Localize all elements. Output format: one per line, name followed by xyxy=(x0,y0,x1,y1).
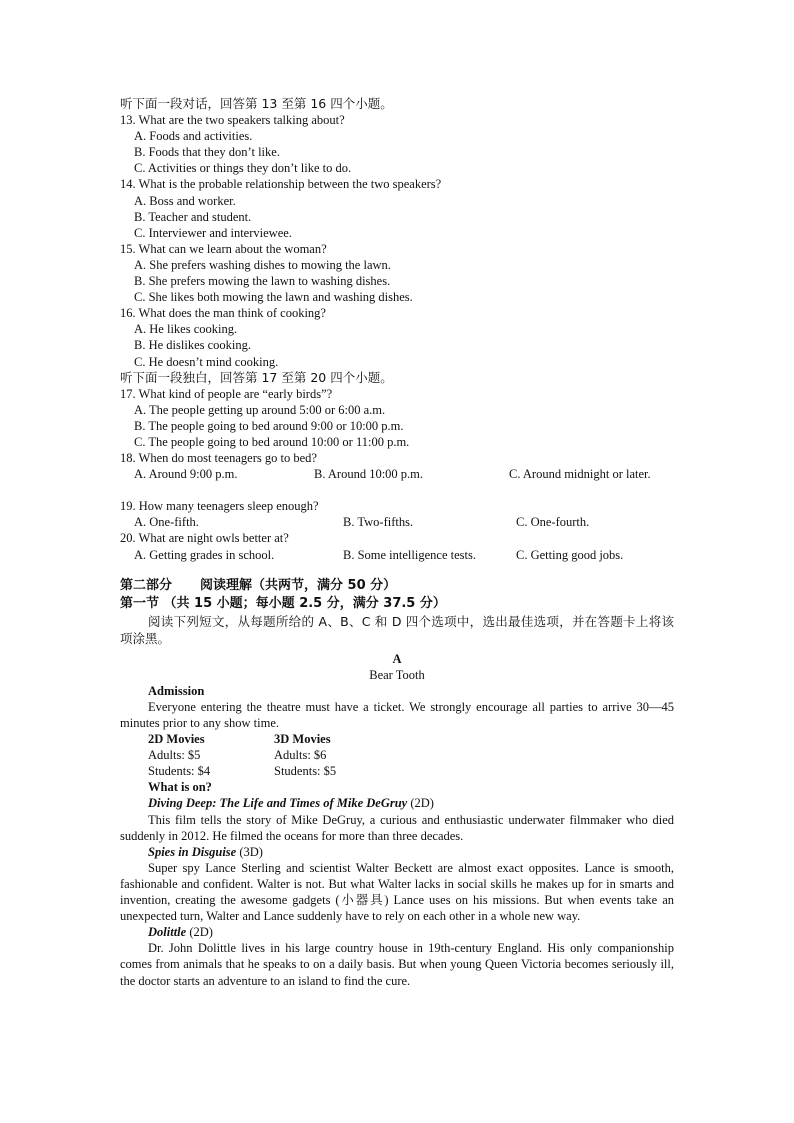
q14-option-c: C. Interviewer and interviewee. xyxy=(134,225,292,240)
question-17: 17. What kind of people are “early birds”? xyxy=(120,386,333,401)
q15-option-b: B. She prefers mowing the lawn to washing dishes. xyxy=(134,274,391,289)
part2-heading xyxy=(120,577,674,595)
q20-option-b: B. Some intelligence tests. xyxy=(343,547,476,562)
price-3d-students: Students: $5 xyxy=(274,764,337,779)
q13-option-b: B. Foods that they don’t like. xyxy=(134,145,280,160)
q16-option-c: C. He doesn’t mind cooking. xyxy=(134,354,279,369)
passage-title: Bear Tooth xyxy=(369,667,425,682)
film3-heading xyxy=(120,924,674,940)
film3-type: (2D) xyxy=(186,925,213,940)
film1-description: This film tells the story of Mike DeGruy, a curious and enthusiastic underwater filmmaker who died suddenly in 2012. He filmed the oceans for more than three decades. xyxy=(120,812,674,843)
q19-option-c: C. One-fourth. xyxy=(516,515,590,530)
film3-description: Dr. John Dolittle lives in his large country house in 19th-century England. His only companionship comes from animals that he speaks to on a daily basis. But when young Queen Victoria becomes seriously ill, the doctor starts an adventure to an island to find the cure. xyxy=(120,941,674,988)
q18-option-a: A. Around 9:00 p.m. xyxy=(134,467,238,482)
question-14: 14. What is the probable relationship between the two speakers? xyxy=(120,177,442,192)
price-3d-adults: Adults: $6 xyxy=(274,748,327,763)
film2-title: Spies in Disguise xyxy=(148,844,237,859)
question-20: 20. What are night owls better at? xyxy=(120,531,289,546)
q15-option-c: C. She likes both mowing the lawn and washing dishes. xyxy=(134,290,413,305)
part2-label: 第二部分 xyxy=(120,577,173,593)
q13-option-c: C. Activities or things they don’t like to do. xyxy=(134,161,352,176)
question-18: 18. When do most teenagers go to bed? xyxy=(120,451,317,466)
exam-page xyxy=(120,96,674,989)
q17-option-a: A. The people getting up around 5:00 or 6:00 a.m. xyxy=(134,402,386,417)
passage-letter: A xyxy=(392,651,402,666)
film2-description: Super spy Lance Sterling and scientist Walter Beckett are almost exact opposites. Lance is smooth, fashionable and confident. Walter is not. But what Walter lacks in social skills he makes up for in smarts and invention, creating the awesome gadgets (小器具) Lance uses on his missions. But when events take an unexpected turn, Walter and Lance suddenly have to rely on each other in a whole new way. xyxy=(120,860,674,924)
price-3d-heading: 3D Movies xyxy=(274,732,331,747)
film2-heading xyxy=(120,844,674,860)
q17-option-b: B. The people going to bed around 9:00 or 10:00 p.m. xyxy=(134,418,404,433)
film1-heading xyxy=(120,795,674,811)
listening-intro-17-20: 听下面一段独白，回答第 17 至第 20 四个小题。 xyxy=(120,369,393,385)
section1-heading: 第一节 （共 15 小题；每小题 2.5 分，满分 37.5 分） xyxy=(120,595,446,611)
q17-option-c: C. The people going to bed around 10:00 or 11:00 p.m. xyxy=(134,434,410,449)
question-15: 15. What can we learn about the woman? xyxy=(120,241,327,256)
admission-text: Everyone entering the theatre must have a ticket. We strongly encourage all parties to arrive 30—45 minutes prior to any show time. xyxy=(120,699,674,730)
q18-option-c: C. Around midnight or later. xyxy=(509,467,651,482)
q20-option-a: A. Getting grades in school. xyxy=(134,547,275,562)
price-headers xyxy=(120,731,674,747)
price-2d-students: Students: $4 xyxy=(148,764,211,779)
price-adults-row xyxy=(120,747,674,763)
q16-option-b: B. He dislikes cooking. xyxy=(134,338,252,353)
q18-options xyxy=(120,466,674,482)
q14-option-a: A. Boss and worker. xyxy=(134,193,236,208)
reading-instructions: 阅读下列短文，从每题所给的 A、B、C 和 D 四个选项中，选出最佳选项，并在答题卡上将该项涂黑。 xyxy=(120,613,674,646)
film1-title: Diving Deep: The Life and Times of Mike DeGruy xyxy=(148,796,408,811)
price-2d-heading: 2D Movies xyxy=(148,732,205,747)
listening-intro-13-16: 听下面一段对话，回答第 13 至第 16 四个小题。 xyxy=(120,96,393,111)
q19-option-b: B. Two-fifths. xyxy=(343,515,414,530)
film3-title: Dolittle xyxy=(148,925,187,940)
q15-option-a: A. She prefers washing dishes to mowing the lawn. xyxy=(134,257,391,272)
question-13: 13. What are the two speakers talking about? xyxy=(120,113,345,128)
q16-option-a: A. He likes cooking. xyxy=(134,322,238,337)
q19-options xyxy=(120,514,674,530)
question-16: 16. What does the man think of cooking? xyxy=(120,306,326,321)
q14-option-b: B. Teacher and student. xyxy=(134,209,252,224)
q20-option-c: C. Getting good jobs. xyxy=(516,547,624,562)
q19-option-a: A. One-fifth. xyxy=(134,515,199,530)
q18-option-b: B. Around 10:00 p.m. xyxy=(314,467,424,482)
whats-on-heading: What is on? xyxy=(148,780,212,795)
admission-heading: Admission xyxy=(148,683,205,698)
price-students-row xyxy=(120,763,674,779)
part2-title: 阅读理解（共两节，满分 50 分） xyxy=(200,577,397,593)
q13-option-a: A. Foods and activities. xyxy=(134,129,253,144)
film1-type: (2D) xyxy=(407,796,434,811)
q20-options xyxy=(120,547,674,563)
question-19: 19. How many teenagers sleep enough? xyxy=(120,499,319,514)
film2-type: (3D) xyxy=(236,844,263,859)
price-2d-adults: Adults: $5 xyxy=(148,748,201,763)
